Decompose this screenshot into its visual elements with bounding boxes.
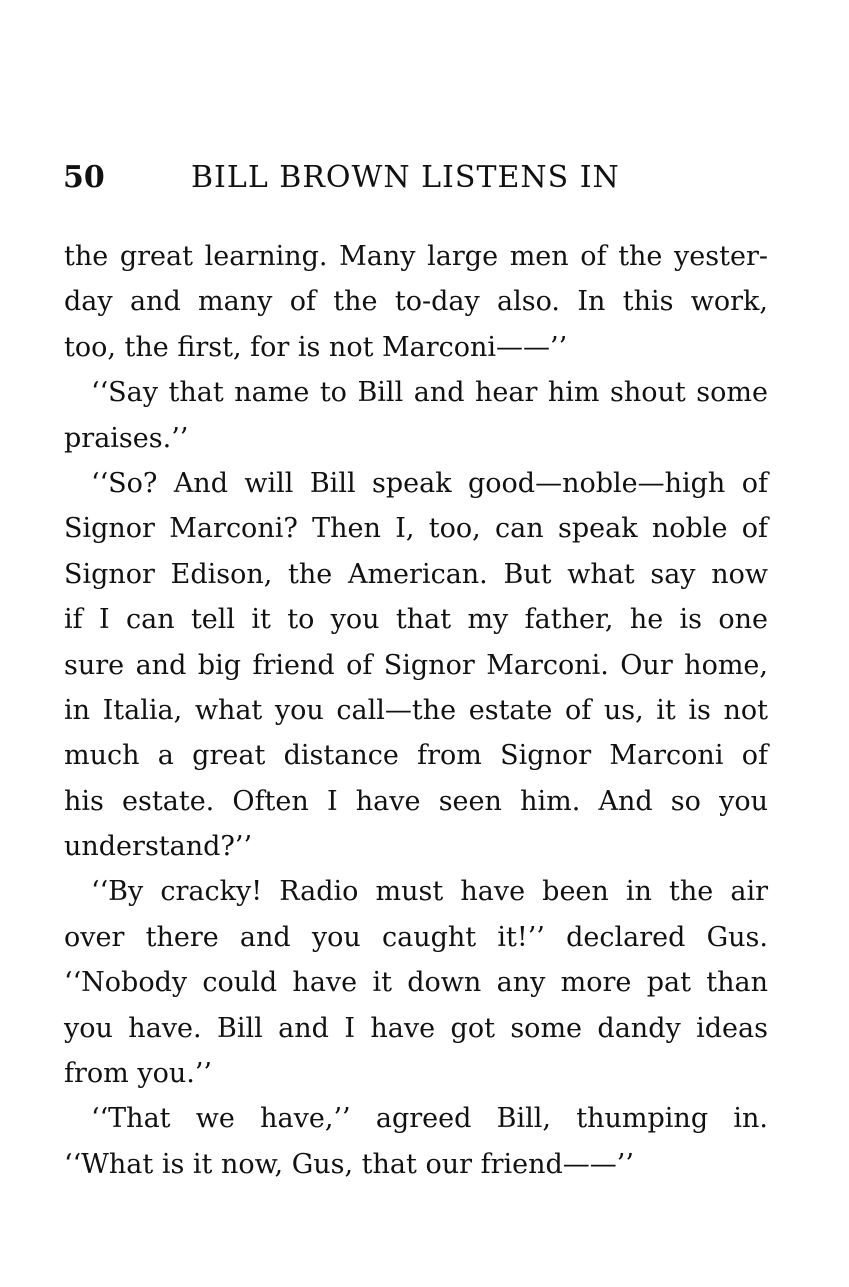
text-line: ‘‘That we have,’’ agreed Bill, thumping in. [91,1103,768,1135]
text-line: in Italia, what you call—the estate of us, it is not [64,694,768,726]
text-line: ‘‘By cracky! Radio must have been in the air [91,876,768,908]
text-line: much a great distance from Signor Marconi of [64,740,768,772]
text-line: ‘‘Say that name to Bill and hear him shout some [91,377,768,409]
text-line: over there and you caught it!’’ declared Gus. [64,921,768,953]
text-line: sure and big friend of Signor Marconi. Our home, [64,649,768,681]
text-line: day and many of the to-day also. In this work, [64,286,768,318]
running-title: BILL BROWN LISTENS IN [191,160,620,195]
text-line: the great learning. Many large men of the yester- [64,241,768,272]
text-line: Signor Edison, the American. But what say now [64,558,768,590]
text-line: you have. Bill and I have got some dandy ideas [64,1012,768,1044]
text-line: too, the first, for is not Marconi——’’ [64,331,568,363]
text-line: if I can tell it to you that my father, he is one [64,604,768,636]
text-line: ‘‘So? And will Bill speak good—noble—high of [91,467,768,499]
text-line: ‘‘What is it now, Gus, that our friend——’’ [64,1148,634,1180]
text-line: praises.’’ [64,422,189,454]
body-text [64,234,768,1187]
text-line: Signor Marconi? Then I, too, can speak noble of [64,513,768,545]
text-line: his estate. Often I have seen him. And so you [64,785,768,817]
page-header [63,156,783,200]
text-line: understand?’’ [64,831,253,863]
page-number: 50 [63,160,105,195]
text-line: ‘‘Nobody could have it down any more pat than [64,967,768,999]
text-line: from you.’’ [64,1058,212,1090]
